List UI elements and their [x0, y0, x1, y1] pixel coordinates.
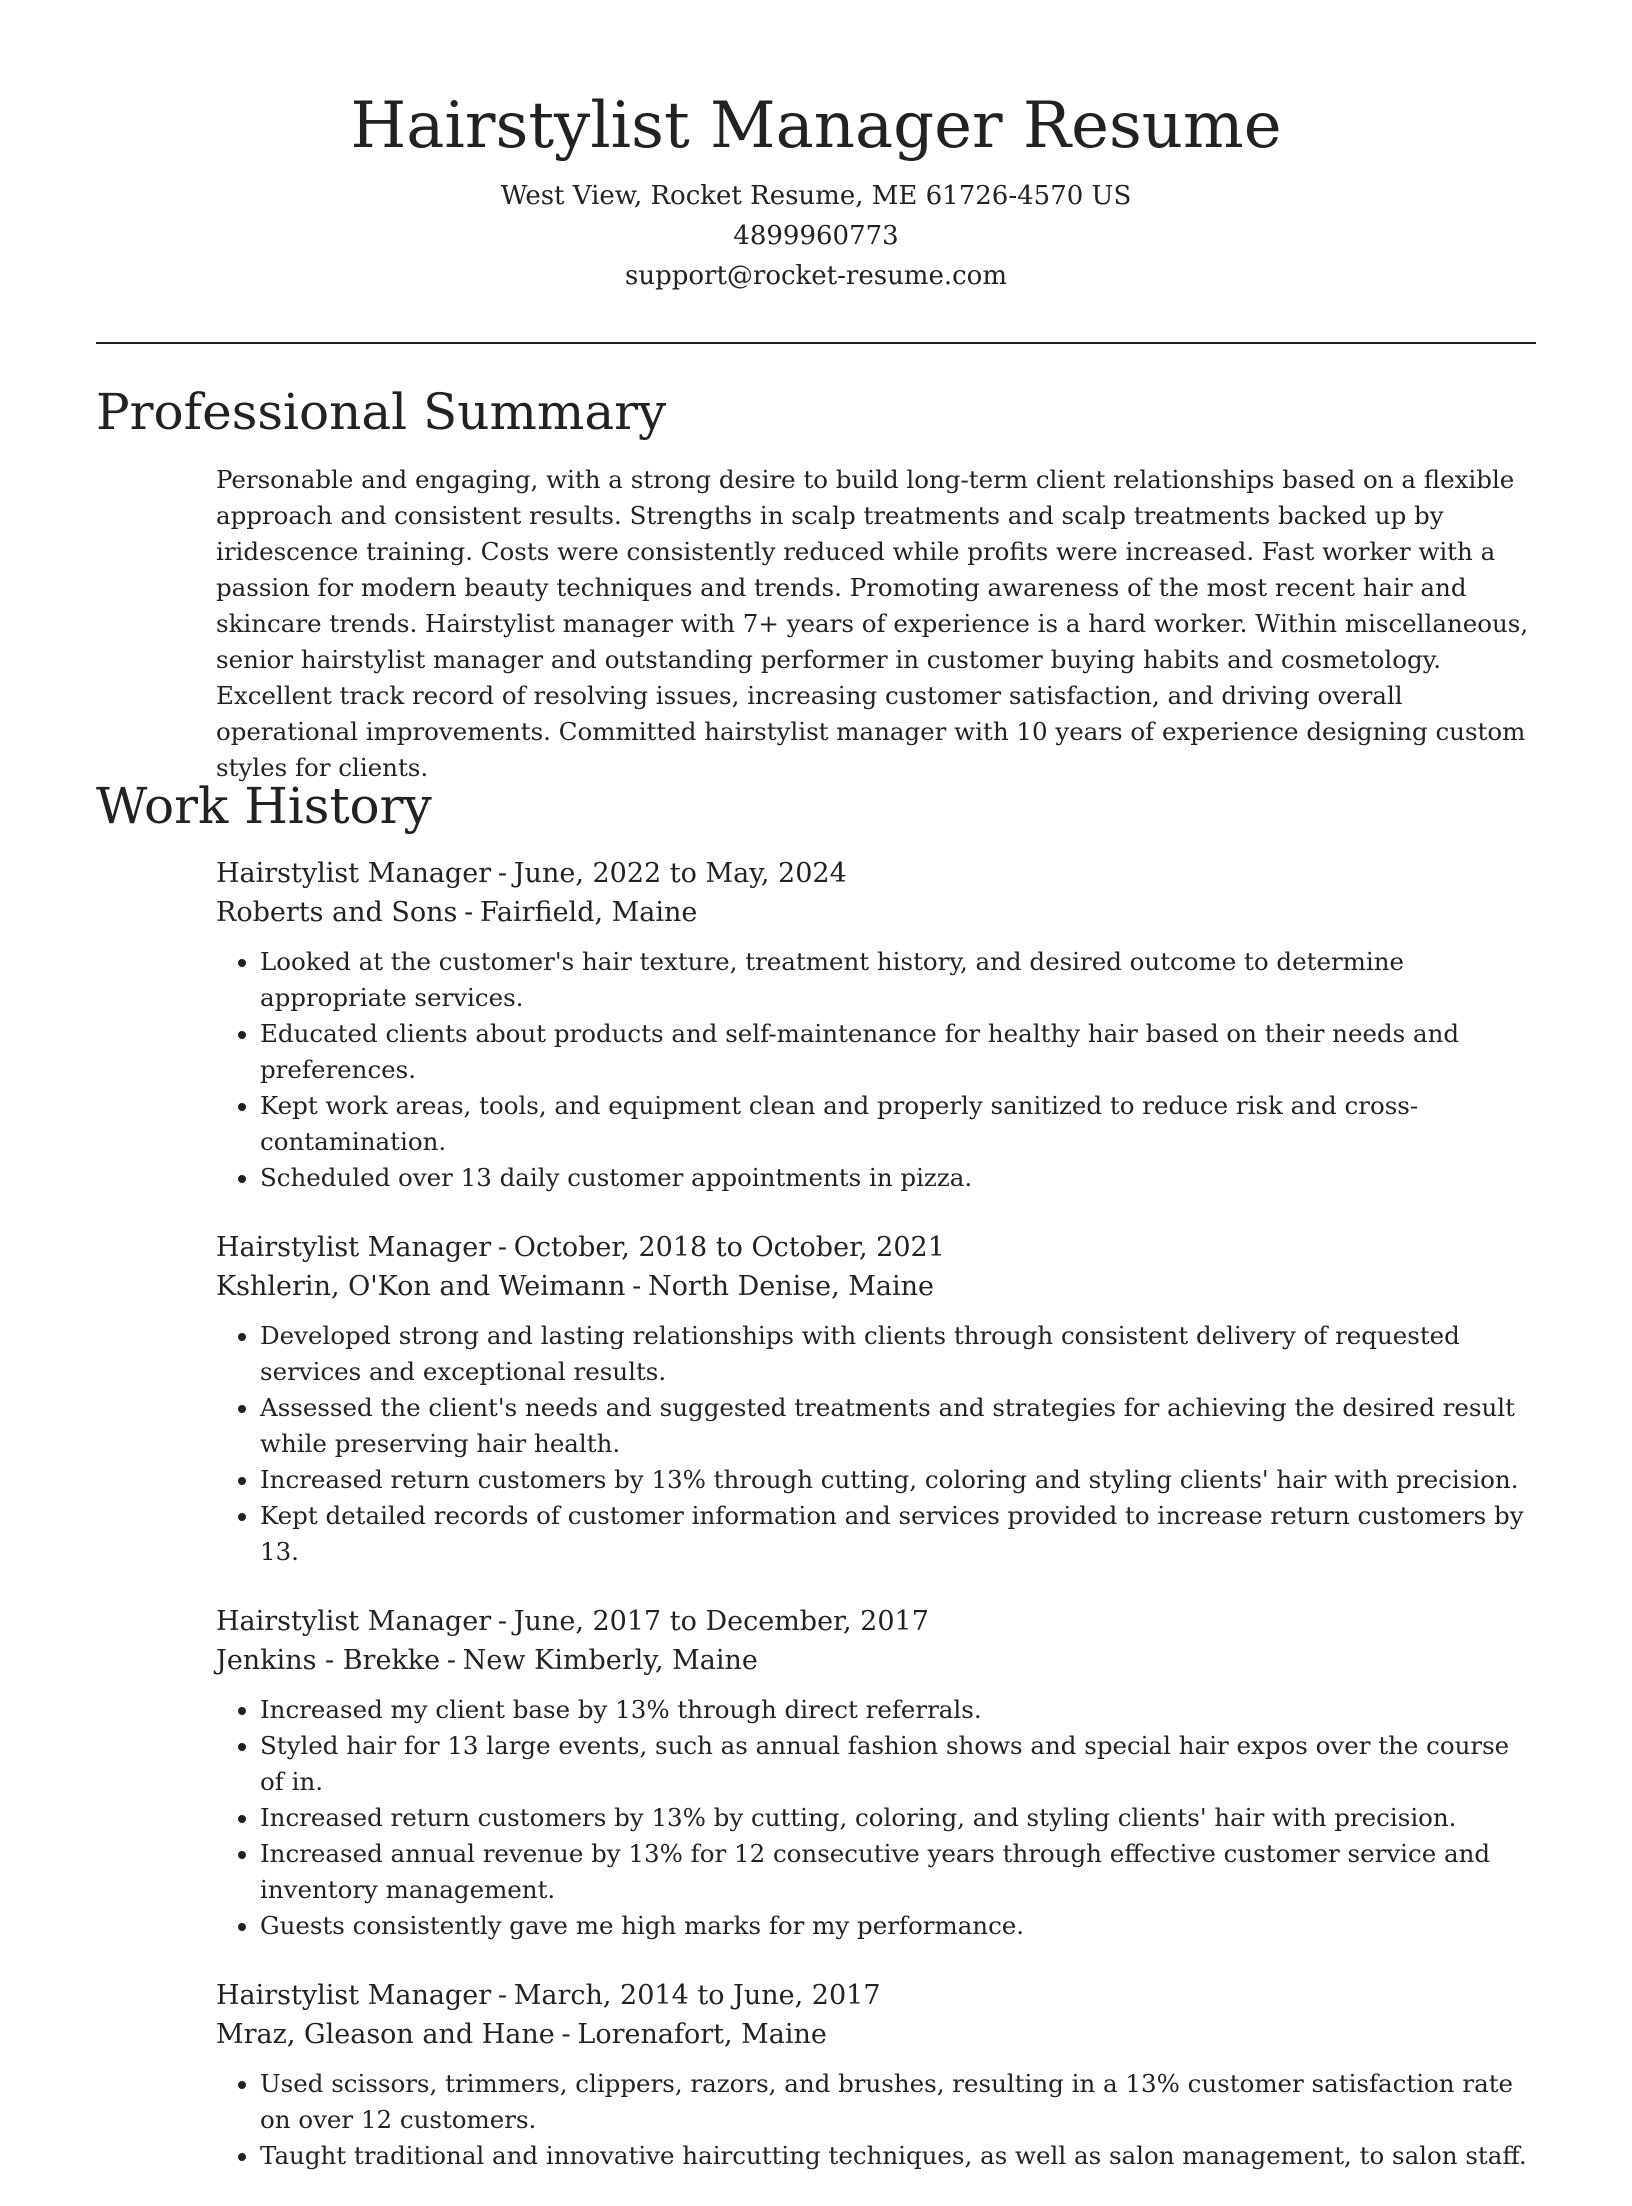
job-company-line: [216, 1267, 1536, 1306]
job-bullet: • Increased my client base by 13% through direct referrals.: [260, 1692, 1536, 1728]
work-history-list: [216, 854, 1536, 2206]
job-separator: -: [561, 2019, 571, 2050]
job-location: Lorenafort, Maine: [577, 2019, 827, 2050]
job-separator: -: [632, 1271, 642, 1302]
job-bullet: • Styled hair for 13 large events, such as annual fashion shows and special hair expos over the course of in.: [260, 1728, 1536, 1800]
job-location: New Kimberly, Maine: [462, 1645, 758, 1676]
job-bullet: • Kept detailed records of customer information and services provided to increase return customers by 13.: [260, 1498, 1536, 1570]
job-company: Mraz, Gleason and Hane: [216, 2019, 555, 2050]
summary-text: Personable and engaging, with a strong desire to build long-term client relationships based on a flexible approach and consistent results. Strengths in scalp treatments and scalp treatments backed up by iridescence training. Costs were consistently reduced while profits were increased. Fast worker with a passion for modern beauty techniques and trends. Promoting awareness of the most recent hair and skincare trends. Hairstylist manager with 7+ years of experience is a hard worker. Within miscellaneous, senior hairstylist manager and outstanding performer in customer buying habits and cosmetology. Excellent track record of resolving issues, increasing customer satisfaction, and driving overall operational improvements. Committed hairstylist manager with 10 years of experience designing custom styles for clients.: [216, 465, 1529, 782]
job-entry: [216, 1228, 1536, 1570]
contact-phone: 4899960773: [733, 221, 899, 251]
contact-email: support@rocket-resume.com: [624, 261, 1007, 291]
job-role: Hairstylist Manager: [216, 1606, 492, 1637]
job-separator: -: [497, 1980, 507, 2011]
job-company: Kshlerin, O'Kon and Weimann: [216, 1271, 626, 1302]
job-bullet: • Looked at the customer's hair texture, treatment history, and desired outcome to determine appropriate services.: [260, 944, 1536, 1016]
job-dates: June, 2022 to May, 2024: [513, 858, 847, 889]
job-bullet: • Taught traditional and innovative haircutting techniques, as well as salon management, to salon staff.: [260, 2138, 1536, 2174]
job-role: Hairstylist Manager: [216, 858, 492, 889]
job-separator: -: [446, 1645, 457, 1676]
job-title-line: [216, 1228, 1536, 1267]
job-location: North Denise, Maine: [647, 1271, 934, 1302]
job-dates: October, 2018 to October, 2021: [513, 1232, 945, 1263]
job-title-line: [216, 1976, 1536, 2015]
job-dates: June, 2017 to December, 2017: [513, 1606, 929, 1637]
contact-address: West View, Rocket Resume, ME 61726-4570 US: [500, 181, 1132, 211]
job-bullet: • Developed strong and lasting relationships with clients through consistent delivery of requested services and exceptional results.: [260, 1318, 1536, 1390]
job-company-line: [216, 893, 1536, 932]
job-bullet-list: [216, 1692, 1536, 1944]
job-bullet: • Educated clients about products and self-maintenance for healthy hair based on their needs and preferences.: [260, 1016, 1536, 1088]
header-divider: [96, 342, 1536, 344]
job-role: Hairstylist Manager: [216, 1980, 492, 2011]
job-bullet: • Scheduled over 13 daily customer appointments in pizza.: [260, 1160, 1536, 1196]
job-bullet-list: [216, 944, 1536, 1196]
job-separator: -: [497, 1606, 507, 1637]
job-bullet: • Assessed the client's needs and suggested treatments and strategies for achieving the desired result while preserving hair health.: [260, 1390, 1536, 1462]
job-bullet: • Increased return customers by 13% through cutting, coloring and styling clients' hair with precision.: [260, 1462, 1536, 1498]
job-dates: March, 2014 to June, 2017: [513, 1980, 881, 2011]
job-separator: -: [497, 1232, 507, 1263]
job-bullet: • Used scissors, trimmers, clippers, razors, and brushes, resulting in a 13% customer satisfaction rate on over 12 customers.: [260, 2066, 1536, 2138]
job-company: Roberts and Sons: [216, 897, 458, 928]
job-entry: [216, 1602, 1536, 1944]
job-entry: [216, 854, 1536, 1196]
job-bullet: • Guests consistently gave me high marks for my performance.: [260, 1908, 1536, 1944]
job-company-line: [216, 2015, 1536, 2054]
job-bullet-list: [216, 2066, 1536, 2174]
job-title-line: [216, 854, 1536, 893]
job-bullet-list: [216, 1318, 1536, 1570]
job-bullet: • Increased annual revenue by 13% for 12 consecutive years through effective customer service and inventory management.: [260, 1836, 1536, 1908]
work-history-heading: Work History: [96, 777, 432, 835]
summary-heading: Professional Summary: [96, 383, 667, 441]
job-bullet: • Increased return customers by 13% by cutting, coloring, and styling clients' hair with precision.: [260, 1800, 1536, 1836]
job-entry: [216, 1976, 1536, 2174]
job-role: Hairstylist Manager: [216, 1232, 492, 1263]
job-title-line: [216, 1602, 1536, 1641]
resume-title: Hairstylist Manager Resume: [350, 89, 1282, 163]
job-bullet: • Kept work areas, tools, and equipment clean and properly sanitized to reduce risk and cross-contamination.: [260, 1088, 1536, 1160]
job-separator: -: [464, 897, 474, 928]
resume-header: [0, 0, 1632, 296]
job-location: Fairfield, Maine: [480, 897, 698, 928]
job-company-line: [216, 1641, 1536, 1680]
job-separator: -: [497, 858, 507, 889]
job-company: Jenkins - Brekke: [216, 1645, 441, 1676]
